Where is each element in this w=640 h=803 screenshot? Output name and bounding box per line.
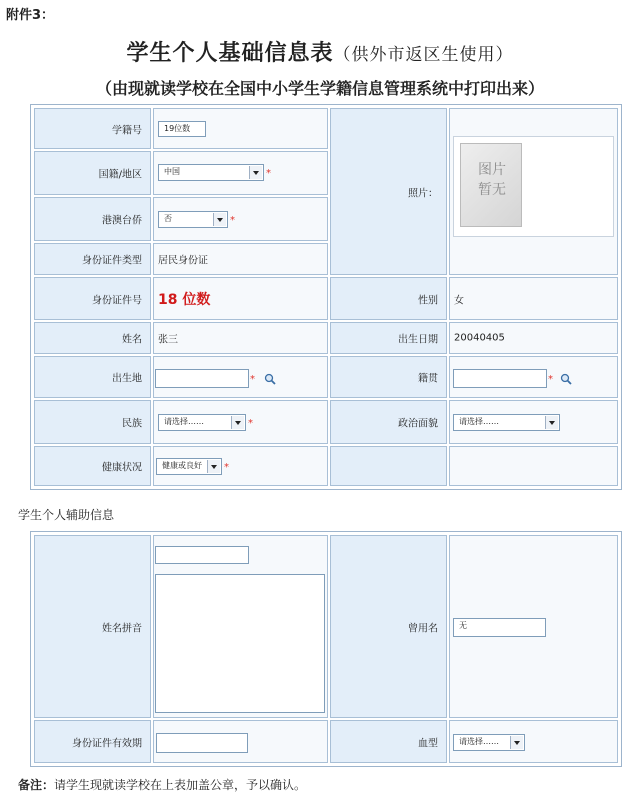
- ethnicity-select[interactable]: [158, 414, 246, 431]
- id-type-value: 居民身份证: [158, 255, 208, 267]
- required-mark: *: [266, 168, 271, 179]
- required-mark: *: [250, 374, 255, 385]
- footer-note: [18, 776, 306, 793]
- hk-macau-tw-label: 港澳台侨: [102, 215, 142, 227]
- chevron-down-icon: [249, 166, 262, 179]
- required-mark: *: [548, 374, 553, 385]
- id-type-value-cell: [153, 243, 328, 275]
- pinyin-label-cell: [34, 535, 151, 718]
- note-text: 请学生现就读学校在上表加盖公章，予以确认。: [54, 778, 307, 792]
- id-number-label-cell: [34, 277, 151, 320]
- pinyin-input[interactable]: [155, 546, 249, 564]
- student-id-input[interactable]: 19位数: [158, 121, 206, 137]
- hk-macau-tw-value-cell: [153, 197, 328, 241]
- photo-label: 照片：: [408, 188, 438, 199]
- student-id-label-cell: [34, 108, 151, 149]
- required-mark: *: [248, 418, 253, 429]
- empty-label-cell: [330, 446, 447, 486]
- page-subtitle: （由现就读学校在全国中小学生学籍信息管理系统中打印出来）: [95, 79, 544, 98]
- page-title: [0, 36, 640, 67]
- blood-type-label: 血型: [418, 738, 438, 749]
- id-number-value-cell: [153, 277, 328, 320]
- student-id-label: 学籍号: [112, 125, 142, 136]
- id-validity-input[interactable]: [156, 733, 248, 753]
- chevron-down-icon: [207, 460, 220, 473]
- chevron-down-icon: [231, 416, 244, 429]
- birthplace-value-cell: [153, 356, 328, 398]
- gender-value: 女: [454, 295, 464, 306]
- former-name-value-cell: [449, 535, 618, 718]
- birthplace-input[interactable]: [155, 369, 249, 388]
- ethnicity-value-cell: [153, 400, 328, 444]
- required-mark: *: [224, 462, 229, 473]
- photo-placeholder-text: 图片暂无: [478, 162, 506, 198]
- health-value-cell: [153, 446, 328, 486]
- ethnicity-label: 民族: [122, 418, 142, 430]
- birth-date-label-cell: [330, 322, 447, 354]
- aux-section-title: 学生个人辅助信息: [18, 508, 115, 522]
- student-id-value-cell: [153, 108, 328, 149]
- political-status-value-cell: [449, 400, 618, 444]
- id-validity-label: 身份证件有效期: [72, 738, 142, 749]
- native-place-input[interactable]: [453, 369, 547, 388]
- search-icon[interactable]: [560, 373, 572, 385]
- note-label: 备注：: [18, 778, 55, 792]
- gender-label: 性别: [418, 295, 438, 306]
- pinyin-textarea[interactable]: [155, 574, 325, 713]
- blood-type-value-cell: [449, 720, 618, 763]
- birth-date-value-cell: [449, 322, 618, 354]
- id-validity-label-cell: [34, 720, 151, 763]
- required-mark: *: [230, 215, 235, 226]
- nationality-label-cell: [34, 151, 151, 195]
- name-label: 姓名: [122, 334, 142, 346]
- nationality-value: 中国: [164, 167, 180, 176]
- gender-label-cell: [330, 277, 447, 320]
- health-select[interactable]: [156, 458, 222, 475]
- search-icon[interactable]: [264, 373, 276, 385]
- pinyin-value-cell: [153, 535, 328, 718]
- birth-date-label: 出生日期: [398, 334, 438, 346]
- native-place-label-cell: [330, 356, 447, 398]
- blood-type-label-cell: [330, 720, 447, 763]
- name-value: 张三: [158, 334, 178, 346]
- pinyin-label: 姓名拼音: [102, 623, 142, 634]
- ethnicity-value: 请选择……: [164, 417, 204, 426]
- empty-value-cell: [449, 446, 618, 486]
- birthplace-label-cell: [34, 356, 151, 398]
- photo-label-cell: [330, 108, 447, 275]
- nationality-value-cell: [153, 151, 328, 195]
- political-status-label-cell: [330, 400, 447, 444]
- native-place-label: 籍贯: [418, 373, 438, 385]
- photo-frame: [453, 136, 614, 237]
- political-status-select[interactable]: [453, 414, 560, 431]
- id-type-label-cell: [34, 243, 151, 275]
- photo-placeholder: [460, 143, 522, 227]
- former-name-input[interactable]: 无: [453, 618, 546, 637]
- birthplace-label: 出生地: [112, 373, 142, 385]
- id-number-label: 身份证件号: [92, 295, 142, 306]
- name-value-cell: [153, 322, 328, 354]
- attachment-label: 附件3：: [6, 8, 55, 23]
- hk-macau-tw-label-cell: [34, 197, 151, 241]
- birth-date-value: 20040405: [454, 332, 505, 344]
- hk-macau-tw-value: 否: [164, 214, 172, 223]
- id-number-value: 18 位数: [158, 291, 211, 308]
- aux-info-table: [30, 531, 622, 767]
- title-sub: （供外市返区生使用）: [333, 45, 514, 65]
- former-name-label: 曾用名: [408, 623, 438, 634]
- blood-type-select[interactable]: [453, 734, 525, 751]
- health-label-cell: [34, 446, 151, 486]
- ethnicity-label-cell: [34, 400, 151, 444]
- basic-info-table: [30, 104, 622, 490]
- gender-value-cell: [449, 277, 618, 320]
- nationality-label: 国籍/地区: [98, 169, 142, 181]
- blood-type-value: 请选择……: [459, 737, 499, 746]
- chevron-down-icon: [510, 736, 523, 749]
- name-label-cell: [34, 322, 151, 354]
- hk-macau-tw-select[interactable]: [158, 211, 228, 228]
- health-value: 健康或良好: [162, 461, 202, 470]
- chevron-down-icon: [213, 213, 226, 226]
- nationality-select[interactable]: [158, 164, 264, 181]
- chevron-down-icon: [545, 416, 558, 429]
- photo-value-cell: [449, 108, 618, 275]
- political-status-label: 政治面貌: [398, 418, 438, 430]
- political-status-value: 请选择……: [459, 417, 499, 426]
- former-name-label-cell: [330, 535, 447, 718]
- title-main: 学生个人基础信息表: [126, 41, 334, 66]
- id-validity-value-cell: [153, 720, 328, 763]
- id-type-label: 身份证件类型: [82, 255, 142, 267]
- health-label: 健康状况: [102, 462, 142, 474]
- native-place-value-cell: [449, 356, 618, 398]
